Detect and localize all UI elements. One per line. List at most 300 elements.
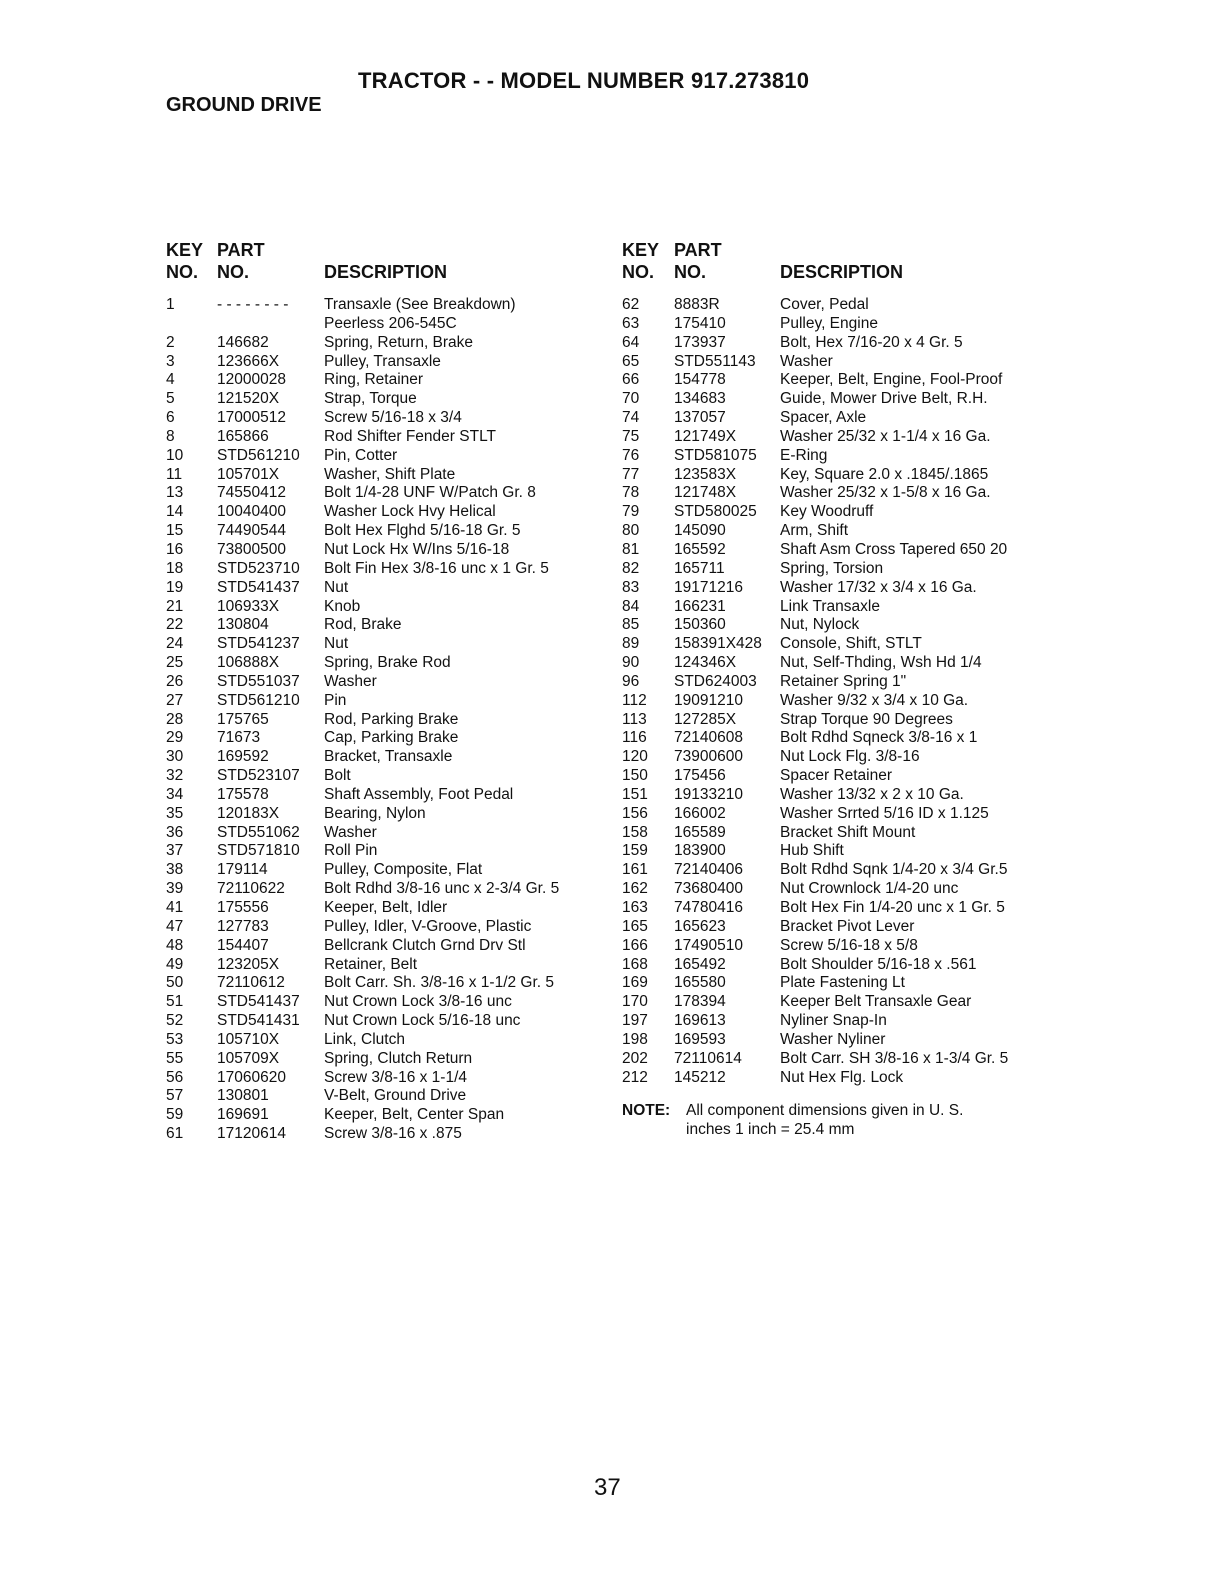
description: Strap, Torque xyxy=(324,390,417,408)
key-no: 158 xyxy=(622,823,648,841)
part-no: 150360 xyxy=(674,616,726,634)
description: Pulley, Engine xyxy=(780,314,878,332)
description: Link Transaxle xyxy=(780,597,880,615)
description: Pulley, Idler, V-Groove, Plastic xyxy=(324,917,532,935)
part-no: 166002 xyxy=(674,804,726,822)
description: Nut Lock Flg. 3/8-16 xyxy=(780,748,920,766)
table-row xyxy=(166,824,606,843)
table-row xyxy=(166,1069,606,1088)
description: Washer xyxy=(780,352,833,370)
description: Keeper, Belt, Center Span xyxy=(324,1106,505,1124)
part-no: 165589 xyxy=(674,823,726,841)
part-no: 175410 xyxy=(674,314,726,332)
part-no: 145212 xyxy=(674,1068,726,1086)
key-no: 198 xyxy=(622,1030,648,1048)
table-row xyxy=(622,579,1062,598)
key-no: 11 xyxy=(166,465,183,483)
header-key-line1: KEY xyxy=(166,240,204,260)
table-row xyxy=(622,899,1062,918)
part-no: STD561210 xyxy=(217,691,300,709)
key-no: 5 xyxy=(166,390,175,408)
description: Shaft Asm Cross Tapered 650 20 xyxy=(780,540,1008,558)
part-no: STD541437 xyxy=(217,993,300,1011)
key-no: 165 xyxy=(622,917,648,935)
key-no: 62 xyxy=(622,296,640,313)
description: Key Woodruff xyxy=(780,503,874,521)
table-row xyxy=(166,371,606,390)
key-no: 150 xyxy=(622,767,648,785)
description: Key, Square 2.0 x .1845/.1865 xyxy=(780,465,989,483)
table-row xyxy=(622,1050,1062,1069)
description: Shaft Assembly, Foot Pedal xyxy=(324,785,514,803)
table-row xyxy=(622,654,1062,673)
table-row xyxy=(622,974,1062,993)
part-no: 121520X xyxy=(217,390,280,408)
table-row xyxy=(166,353,606,372)
part-no: 105710X xyxy=(217,1030,280,1048)
description: Nut Hex Flg. Lock xyxy=(780,1068,904,1086)
table-row xyxy=(166,296,606,315)
table-row xyxy=(166,993,606,1012)
part-no: 165711 xyxy=(674,559,725,577)
table-row xyxy=(166,786,606,805)
part-no: 145090 xyxy=(674,522,726,540)
description: Retainer Spring 1" xyxy=(780,672,907,690)
part-no: 165623 xyxy=(674,917,726,935)
table-row xyxy=(622,466,1062,485)
part-no: 165592 xyxy=(674,540,726,558)
note-line-1: All component dimensions given in U. S. xyxy=(686,1102,964,1119)
table-row xyxy=(166,1106,606,1125)
description: Link, Clutch xyxy=(324,1030,405,1048)
part-no: 169593 xyxy=(674,1030,726,1048)
table-row xyxy=(622,353,1062,372)
key-no: 81 xyxy=(622,540,640,558)
part-no: 74550412 xyxy=(217,484,286,502)
table-row xyxy=(622,824,1062,843)
part-no: STD551062 xyxy=(217,823,300,841)
description: Washer 25/32 x 1-5/8 x 16 Ga. xyxy=(780,484,991,502)
description: Nut Crownlock 1/4-20 unc xyxy=(780,880,959,898)
table-row xyxy=(166,447,606,466)
part-no: 175578 xyxy=(217,785,269,803)
section-title: GROUND DRIVE xyxy=(166,94,322,116)
part-no: 154778 xyxy=(674,371,726,389)
description: Screw 3/8-16 x .875 xyxy=(324,1125,462,1143)
table-row xyxy=(166,598,606,617)
description: Ring, Retainer xyxy=(324,371,424,389)
table-row xyxy=(622,1012,1062,1031)
key-no: 77 xyxy=(622,465,640,483)
header-part-line1: PART xyxy=(217,240,265,260)
key-no: 83 xyxy=(622,578,640,596)
key-no: 116 xyxy=(622,729,647,747)
description: Spring, Brake Rod xyxy=(324,654,451,672)
key-no: 32 xyxy=(166,767,184,785)
part-no: STD541431 xyxy=(217,1012,300,1030)
key-no: 163 xyxy=(622,899,648,916)
table-row xyxy=(166,409,606,428)
table-row xyxy=(622,993,1062,1012)
table-row xyxy=(166,484,606,503)
description: Rod, Brake xyxy=(324,616,402,634)
table-row xyxy=(166,861,606,880)
header-part-line2: NO. xyxy=(674,262,707,282)
description: Rod, Parking Brake xyxy=(324,710,459,728)
part-no: STD551037 xyxy=(217,672,300,690)
part-no: STD571810 xyxy=(217,842,300,860)
key-no: 53 xyxy=(166,1030,184,1048)
table-row xyxy=(166,466,606,485)
table-row xyxy=(622,1069,1062,1088)
description: Bolt Fin Hex 3/8-16 unc x 1 Gr. 5 xyxy=(324,559,549,577)
key-no: 16 xyxy=(166,540,184,558)
description: Bolt Rdhd Sqneck 3/8-16 x 1 xyxy=(780,729,978,747)
description: Bolt Hex Flghd 5/16-18 Gr. 5 xyxy=(324,522,521,540)
part-no: 165866 xyxy=(217,427,269,445)
key-no: 212 xyxy=(622,1068,648,1086)
description: Bolt, Hex 7/16-20 x 4 Gr. 5 xyxy=(780,333,963,351)
key-no: 162 xyxy=(622,880,648,898)
description: Strap Torque 90 Degrees xyxy=(780,710,953,728)
table-row xyxy=(622,390,1062,409)
table-row xyxy=(622,861,1062,880)
description: Washer Srrted 5/16 ID x 1.125 xyxy=(780,804,989,822)
description: Console, Shift, STLT xyxy=(780,635,922,653)
part-no: STD561210 xyxy=(217,446,300,464)
parts-table-left xyxy=(166,240,606,1144)
table-row xyxy=(166,315,606,334)
key-no: 13 xyxy=(166,484,184,502)
page-number: 37 xyxy=(594,1474,621,1501)
header-key-line2: NO. xyxy=(166,262,199,282)
table-row xyxy=(166,635,606,654)
description: Arm, Shift xyxy=(780,522,849,540)
table-row xyxy=(166,334,606,353)
table-header xyxy=(166,240,606,286)
part-no: 106933X xyxy=(217,597,280,615)
table-row xyxy=(622,635,1062,654)
table-row xyxy=(622,748,1062,767)
part-no: 105701X xyxy=(217,465,280,483)
table-row xyxy=(622,409,1062,428)
description: Pin xyxy=(324,691,347,709)
part-no: 121748X xyxy=(674,484,737,502)
key-no: 49 xyxy=(166,955,184,973)
description: Bolt Carr. Sh. 3/8-16 x 1-1/2 Gr. 5 xyxy=(324,974,555,992)
key-no: 50 xyxy=(166,974,184,992)
key-no: 79 xyxy=(622,503,640,521)
table-row xyxy=(166,880,606,899)
parts-list-left xyxy=(166,296,606,1144)
table-row xyxy=(166,560,606,579)
table-row xyxy=(166,654,606,673)
part-no: 179114 xyxy=(217,861,268,879)
description: Pulley, Composite, Flat xyxy=(324,861,483,879)
key-no: 36 xyxy=(166,823,184,841)
part-no: 72110622 xyxy=(217,880,285,898)
description: Screw 5/16-18 x 5/8 xyxy=(780,936,918,954)
part-no: 72110612 xyxy=(217,974,285,992)
table-row xyxy=(622,503,1062,522)
description: Nut xyxy=(324,578,349,596)
table-row xyxy=(166,956,606,975)
key-no: 22 xyxy=(166,616,184,634)
description: Roll Pin xyxy=(324,842,378,860)
key-no: 35 xyxy=(166,804,184,822)
table-row xyxy=(622,842,1062,861)
key-no: 161 xyxy=(622,861,648,879)
part-no: STD541437 xyxy=(217,578,300,596)
table-row xyxy=(622,937,1062,956)
part-no: 19091210 xyxy=(674,691,743,709)
key-no: 55 xyxy=(166,1049,184,1067)
table-row xyxy=(166,1125,606,1144)
part-no: 19171216 xyxy=(674,578,743,596)
header-description: DESCRIPTION xyxy=(780,262,904,282)
description: Pin, Cotter xyxy=(324,446,398,464)
part-no: 105709X xyxy=(217,1049,280,1067)
table-row xyxy=(622,767,1062,786)
table-row xyxy=(166,748,606,767)
description: Washer Nyliner xyxy=(780,1030,886,1048)
part-no: 8883R xyxy=(674,296,720,313)
part-no: 175456 xyxy=(674,767,726,785)
key-no: 2 xyxy=(166,333,175,351)
table-row xyxy=(622,541,1062,560)
part-no: 73900600 xyxy=(674,748,743,766)
key-no: 37 xyxy=(166,842,184,860)
table-row xyxy=(166,1031,606,1050)
table-row xyxy=(166,616,606,635)
key-no: 56 xyxy=(166,1068,184,1086)
description: Spring, Clutch Return xyxy=(324,1049,473,1067)
key-no: 4 xyxy=(166,371,175,389)
description: V-Belt, Ground Drive xyxy=(324,1087,467,1105)
key-no: 61 xyxy=(166,1125,184,1143)
table-row xyxy=(166,579,606,598)
description: Bolt 1/4-28 UNF W/Patch Gr. 8 xyxy=(324,484,536,502)
part-no: 17120614 xyxy=(217,1125,286,1143)
part-no: 166231 xyxy=(674,597,726,615)
description: Washer 17/32 x 3/4 x 16 Ga. xyxy=(780,578,977,596)
table-row xyxy=(622,692,1062,711)
key-no: 3 xyxy=(166,352,175,370)
table-row xyxy=(622,673,1062,692)
key-no: 89 xyxy=(622,635,640,653)
description: Washer 9/32 x 3/4 x 10 Ga. xyxy=(780,691,969,709)
table-row xyxy=(622,1031,1062,1050)
description: Screw 3/8-16 x 1-1/4 xyxy=(324,1068,468,1086)
part-no: 146682 xyxy=(217,333,269,351)
part-no: - - - - - - - - xyxy=(217,296,289,313)
part-no: 130801 xyxy=(217,1087,269,1105)
key-no: 38 xyxy=(166,861,184,879)
key-no: 8 xyxy=(166,427,175,445)
description: Screw 5/16-18 x 3/4 xyxy=(324,409,462,427)
description: Bolt Rdhd Sqnk 1/4-20 x 3/4 Gr.5 xyxy=(780,861,1008,879)
description: Washer, Shift Plate xyxy=(324,465,456,483)
table-row xyxy=(166,974,606,993)
key-no: 156 xyxy=(622,804,648,822)
description: Spacer Retainer xyxy=(780,767,893,785)
part-no: 127285X xyxy=(674,710,737,728)
key-no: 30 xyxy=(166,748,184,766)
table-row xyxy=(166,541,606,560)
description: Spring, Torsion xyxy=(780,559,884,577)
description: Transaxle (See Breakdown) xyxy=(324,296,516,313)
table-row xyxy=(622,334,1062,353)
table-row xyxy=(622,616,1062,635)
table-row xyxy=(166,1087,606,1106)
table-row xyxy=(622,428,1062,447)
table-row xyxy=(622,805,1062,824)
header-part-line2: NO. xyxy=(217,262,250,282)
part-no: 72140608 xyxy=(674,729,743,747)
table-row xyxy=(166,1012,606,1031)
key-no: 151 xyxy=(622,785,648,803)
key-no: 82 xyxy=(622,559,640,577)
description: Bolt Rdhd 3/8-16 unc x 2-3/4 Gr. 5 xyxy=(324,880,560,898)
table-row xyxy=(166,673,606,692)
part-no: 124346X xyxy=(674,654,737,672)
description: Cover, Pedal xyxy=(780,296,869,313)
table-row xyxy=(622,522,1062,541)
table-row xyxy=(622,560,1062,579)
key-no: 59 xyxy=(166,1106,184,1124)
table-row xyxy=(166,842,606,861)
table-row xyxy=(622,598,1062,617)
header-key-line1: KEY xyxy=(622,240,660,260)
table-row xyxy=(166,711,606,730)
table-row xyxy=(166,899,606,918)
table-row xyxy=(622,918,1062,937)
key-no: 168 xyxy=(622,955,648,973)
part-no: STD551143 xyxy=(674,352,756,370)
key-no: 15 xyxy=(166,522,184,540)
key-no: 197 xyxy=(622,1012,648,1030)
table-row xyxy=(166,692,606,711)
description: Washer Lock Hvy Helical xyxy=(324,503,496,521)
part-no: 106888X xyxy=(217,654,280,672)
description: Cap, Parking Brake xyxy=(324,729,459,747)
part-no: 137057 xyxy=(674,409,726,427)
part-no: 74490544 xyxy=(217,522,286,540)
table-row xyxy=(622,296,1062,315)
table-row xyxy=(622,484,1062,503)
key-no: 84 xyxy=(622,597,640,615)
table-row xyxy=(166,937,606,956)
key-no: 169 xyxy=(622,974,648,992)
key-no: 6 xyxy=(166,409,175,427)
key-no: 24 xyxy=(166,635,184,653)
key-no: 113 xyxy=(622,710,647,728)
part-no: 127783 xyxy=(217,917,269,935)
key-no: 63 xyxy=(622,314,640,332)
page-title: TRACTOR - - MODEL NUMBER 917.273810 xyxy=(358,68,810,93)
key-no: 14 xyxy=(166,503,184,521)
key-no: 170 xyxy=(622,993,648,1011)
parts-table-right xyxy=(622,240,1062,1087)
key-no: 57 xyxy=(166,1087,184,1105)
key-no: 70 xyxy=(622,390,640,408)
part-no: 158391X428 xyxy=(674,635,762,653)
key-no: 74 xyxy=(622,409,640,427)
description: Bracket Shift Mount xyxy=(780,823,916,841)
part-no: 17490510 xyxy=(674,936,743,954)
description: Nut Crown Lock 3/8-16 unc xyxy=(324,993,512,1011)
part-no: 123205X xyxy=(217,955,280,973)
part-no: 123583X xyxy=(674,465,737,483)
description: Nut xyxy=(324,635,349,653)
part-no: 154407 xyxy=(217,936,269,954)
part-no: 173937 xyxy=(674,333,726,351)
part-no: 169691 xyxy=(217,1106,269,1124)
description: Bracket, Transaxle xyxy=(324,748,453,766)
table-row xyxy=(622,711,1062,730)
description: Keeper Belt Transaxle Gear xyxy=(780,993,972,1011)
table-row xyxy=(622,371,1062,390)
note-label: NOTE: xyxy=(622,1102,671,1119)
part-no: 12000028 xyxy=(217,371,286,389)
part-no: 72140406 xyxy=(674,861,743,879)
key-no: 29 xyxy=(166,729,184,747)
part-no: 121749X xyxy=(674,427,737,445)
description: Bracket Pivot Lever xyxy=(780,917,915,935)
table-row xyxy=(622,729,1062,748)
part-no: 73680400 xyxy=(674,880,743,898)
key-no: 25 xyxy=(166,654,184,672)
key-no: 166 xyxy=(622,936,648,954)
part-no: STD523107 xyxy=(217,767,300,785)
key-no: 1 xyxy=(166,296,175,313)
table-row xyxy=(166,503,606,522)
key-no: 48 xyxy=(166,936,184,954)
key-no: 26 xyxy=(166,672,184,690)
description: Plate Fastening Lt xyxy=(780,974,905,992)
key-no: 21 xyxy=(166,597,184,615)
key-no: 112 xyxy=(622,691,647,709)
part-no: STD580025 xyxy=(674,503,757,521)
part-no: 17000512 xyxy=(217,409,286,427)
table-row xyxy=(166,390,606,409)
part-no: 175556 xyxy=(217,899,269,916)
description: Pulley, Transaxle xyxy=(324,352,441,370)
part-no: STD581075 xyxy=(674,446,757,464)
table-header xyxy=(622,240,1062,286)
part-no: 165492 xyxy=(674,955,726,973)
description: Nut Crown Lock 5/16-18 unc xyxy=(324,1012,521,1030)
key-no: 19 xyxy=(166,578,184,596)
part-no: 165580 xyxy=(674,974,726,992)
description: Bolt xyxy=(324,767,351,785)
header-part-line1: PART xyxy=(674,240,722,260)
key-no: 80 xyxy=(622,522,640,540)
part-no: 130804 xyxy=(217,616,269,634)
description: Nut, Nylock xyxy=(780,616,860,634)
table-row xyxy=(622,880,1062,899)
header-description: DESCRIPTION xyxy=(324,262,448,282)
key-no: 159 xyxy=(622,842,648,860)
description: Bolt Shoulder 5/16-18 x .561 xyxy=(780,955,977,973)
key-no: 18 xyxy=(166,559,184,577)
description: Rod Shifter Fender STLT xyxy=(324,427,497,445)
key-no: 39 xyxy=(166,880,184,898)
key-no: 47 xyxy=(166,917,184,935)
part-no: 19133210 xyxy=(674,785,743,803)
description: Nut, Self-Thding, Wsh Hd 1/4 xyxy=(780,654,982,672)
description: Spring, Return, Brake xyxy=(324,333,474,351)
